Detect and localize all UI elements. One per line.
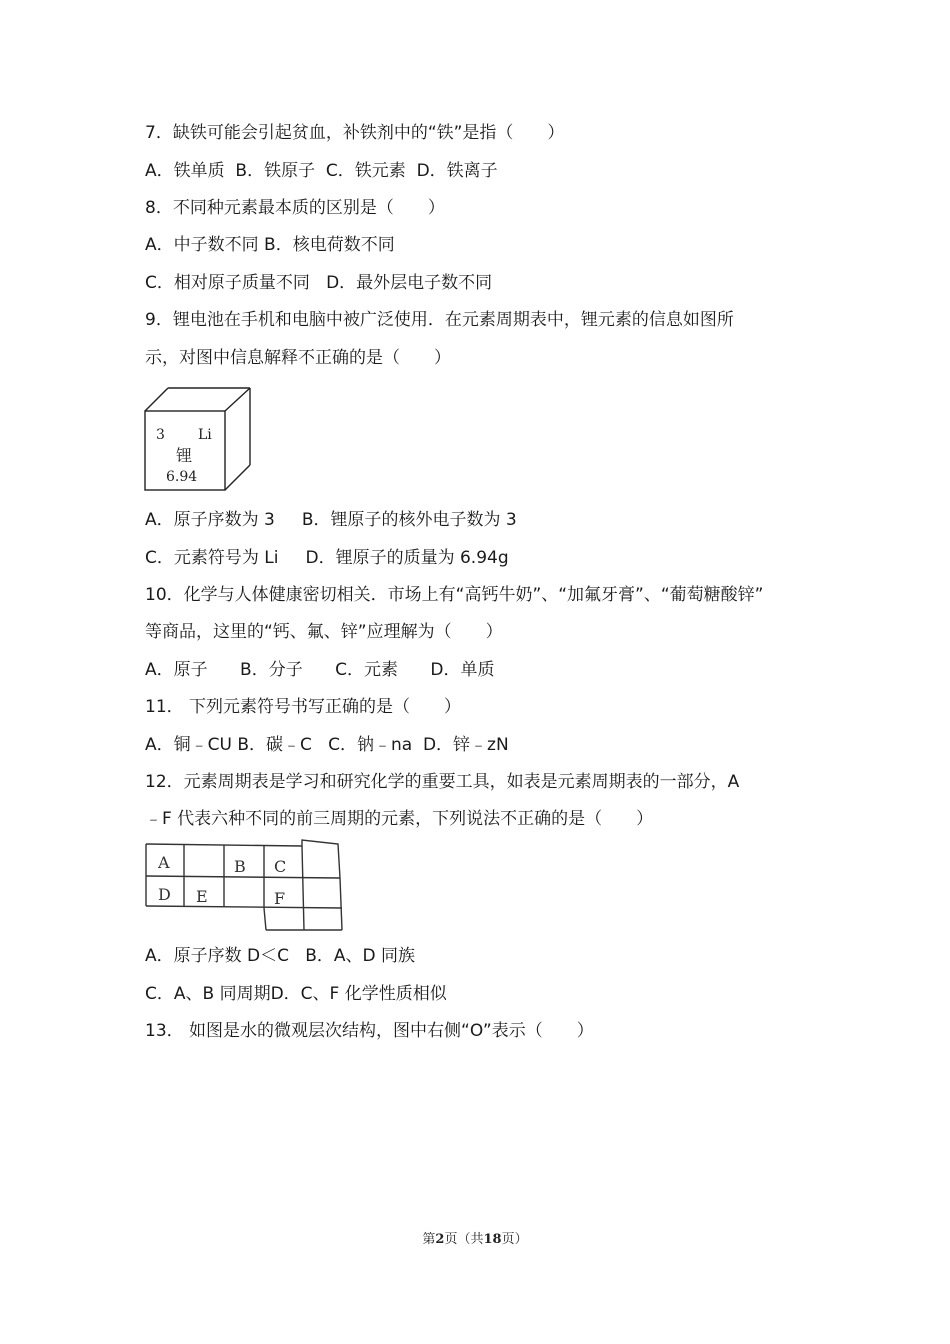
- q7-stem: 7．缺铁可能会引起贫血，补铁剂中的“铁”是指（ ）: [145, 123, 565, 143]
- q12-options-1: A．原子序数 D＜C B．A、D 同族: [145, 946, 415, 966]
- atomic-mass: 6.94: [166, 469, 198, 485]
- q11-options: A．铜﹣CU B．碳﹣C C．钠﹣na D．锌﹣zN: [145, 735, 509, 755]
- atomic-number: 3: [156, 427, 165, 443]
- q9-options-2: C．元素符号为 Li D．锂原子的质量为 6.94g: [145, 548, 509, 568]
- lithium-element-card: [144, 386, 254, 492]
- cell-b: B: [234, 857, 246, 876]
- q10-stem-2: 等商品，这里的“钙、氟、锌”应理解为（ ）: [145, 622, 503, 642]
- q8-options-1: A．中子数不同 B．核电荷数不同: [145, 235, 395, 255]
- q7-options: A．铁单质 B．铁原子 C．铁元素 D．铁离子: [145, 161, 498, 181]
- footer-page-number: 2: [435, 1232, 445, 1247]
- cell-e: E: [196, 887, 208, 906]
- element-symbol: Li: [198, 427, 212, 443]
- footer-mid: 页（共: [444, 1232, 484, 1247]
- q12-options-2: C．A、B 同周期D．C、F 化学性质相似: [145, 984, 447, 1004]
- q9-stem-1: 9．锂电池在手机和电脑中被广泛使用．在元素周期表中，锂元素的信息如图所: [145, 310, 734, 330]
- cell-a: A: [158, 853, 170, 872]
- q10-stem-1: 10．化学与人体健康密切相关．市场上有“高钙牛奶”、“加氟牙膏”、“葡萄糖酸锌”: [145, 585, 764, 605]
- q8-options-2: C．相对原子质量不同 D．最外层电子数不同: [145, 273, 493, 293]
- q12-stem-2: ﹣F 代表六种不同的前三周期的元素，下列说法不正确的是（ ）: [145, 809, 654, 829]
- footer-total-pages: 18: [483, 1232, 502, 1247]
- periodic-table-fragment: [144, 838, 344, 934]
- q9-options-1: A．原子序数为 3 B．锂原子的核外电子数为 3: [145, 510, 517, 530]
- element-name: 锂: [176, 446, 193, 465]
- footer-suffix: 页）: [501, 1232, 528, 1247]
- q10-options: A．原子 B．分子 C．元素 D．单质: [145, 660, 495, 680]
- footer-prefix: 第: [422, 1232, 436, 1247]
- cell-c: C: [274, 857, 287, 876]
- q9-stem-2: 示，对图中信息解释不正确的是（ ）: [145, 348, 451, 368]
- q12-stem-1: 12．元素周期表是学习和研究化学的重要工具，如表是元素周期表的一部分，A: [145, 772, 740, 792]
- cell-d: D: [158, 885, 171, 904]
- q13-stem: 13． 如图是水的微观层次结构，图中右侧“O”表示（ ）: [145, 1021, 594, 1041]
- page-footer: [0, 1228, 950, 1247]
- q8-stem: 8．不同种元素最本质的区别是（ ）: [145, 198, 445, 218]
- q11-stem: 11． 下列元素符号书写正确的是（ ）: [145, 697, 462, 717]
- cell-f: F: [274, 889, 286, 908]
